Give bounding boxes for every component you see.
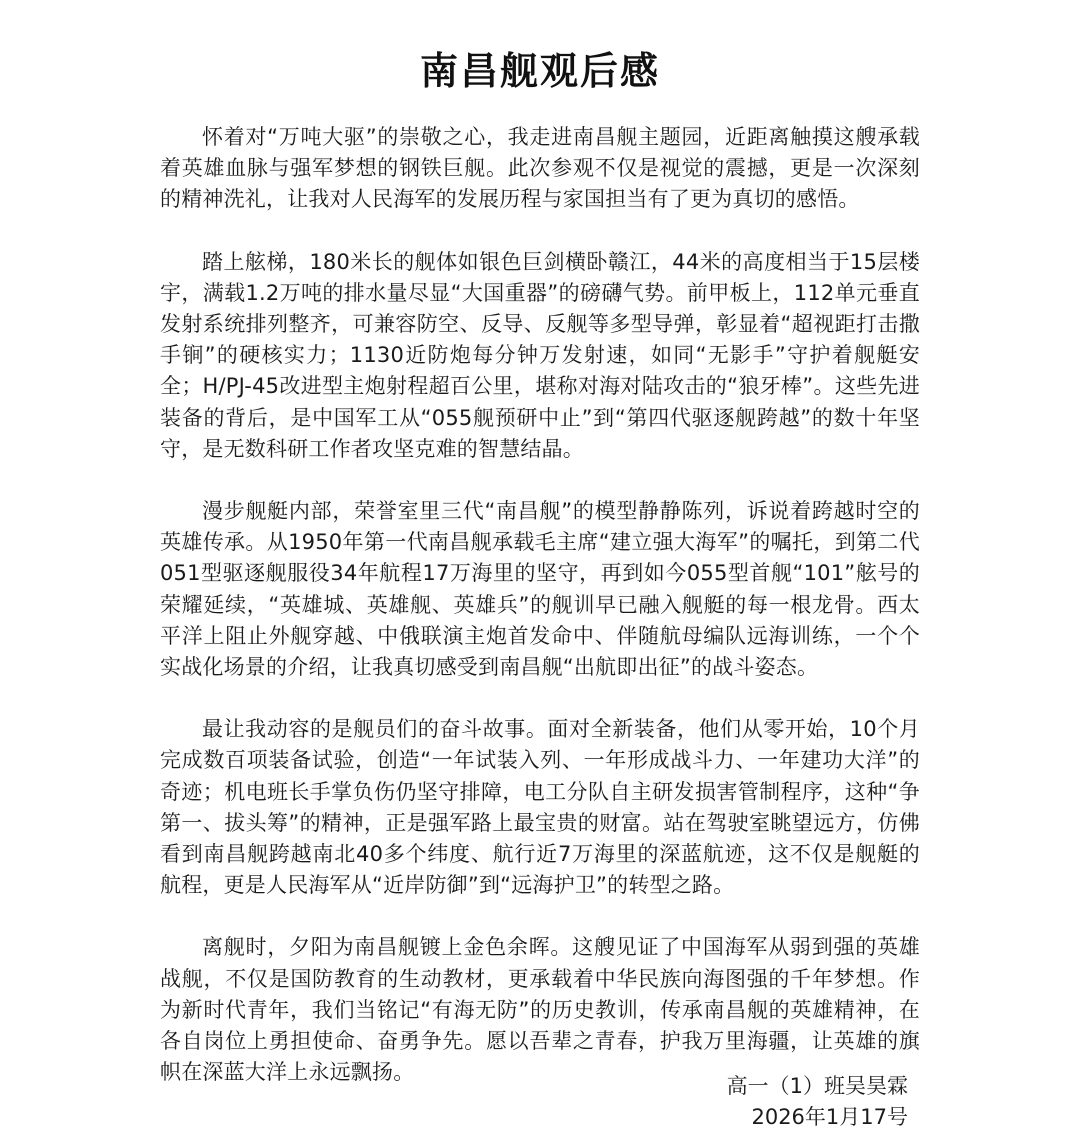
document-date: 2026年1月17号 — [751, 1105, 908, 1129]
paragraph-4: 最让我动容的是舰员们的奋斗故事。面对全新装备，他们从零开始，10个月完成数百项装备试验，创造“一年试装入列、一年形成战斗力、一年建功大洋”的奇迹；机电班长手掌负伤仍坚守排障，电工分队自主研发损害管制程序，这种“争第一、拔头筹”的精神，正是强军路上最宝贵的财富。站在驾驶室眺望远方，仿佛看到南昌舰跨越南北40多个纬度、航行近7万海里的深蓝航迹，这不仅是舰艇的航程，更是人民海军从“近岸防御”到“远海护卫”的转型之路。 — [160, 717, 920, 898]
paragraph-1: 怀着对“万吨大驱”的崇敬之心，我走进南昌舰主题园，近距离触摸这艘承载着英雄血脉与强军梦想的钢铁巨舰。此次参观不仅是视觉的震撼，更是一次深刻的精神洗礼，让我对人民海军的发展历程与家国担当有了更为真切的感悟。 — [160, 125, 920, 212]
signature-block — [727, 1071, 908, 1133]
document-body — [160, 122, 920, 1119]
paragraph-5: 离舰时，夕阳为南昌舰镀上金色余晖。这艘见证了中国海军从弱到强的英雄战舰，不仅是国防教育的生动教材，更承载着中华民族向海图强的千年梦想。作为新时代青年，我们当铭记“有海无防”的历史教训，传承南昌舰的英雄精神，在各自岗位上勇担使命、奋勇争先。愿以吾辈之青春，护我万里海疆，让英雄的旗帜在深蓝大洋上永远飘扬。 — [160, 935, 920, 1085]
author-name: 高一（1）班吴昊霖 — [726, 1074, 908, 1098]
document-title: 南昌舰观后感 — [419, 49, 660, 93]
paragraph-2: 踏上舷梯，180米长的舰体如银色巨剑横卧赣江，44米的高度相当于15层楼宇，满载1.2万吨的排水量尽显“大国重器”的磅礴气势。前甲板上，112单元垂直发射系统排列整齐，可兼容防空、反导、反舰等多型导弹，彰显着“超视距打击撒手锏”的硬核实力；1130近防炮每分钟万发射速，如同“无影手”守护着舰艇安全；H/PJ-45改进型主炮射程超百公里，堪称对海对陆攻击的“狼牙棒”。这些先进装备的背后，是中国军工从“055舰预研中止”到“第四代驱逐舰跨越”的数十年坚守，是无数科研工作者攻坚克难的智慧结晶。 — [160, 249, 920, 461]
paragraph-3: 漫步舰艇内部，荣誉室里三代“南昌舰”的模型静静陈列，诉说着跨越时空的英雄传承。从1950年第一代南昌舰承载毛主席“建立强大海军”的嘱托，到第二代051型驱逐舰服役34年航程17万海里的坚守，再到如今055型首舰“101”舷号的荣耀延续，“英雄城、英雄舰、英雄兵”的舰训早已融入舰艇的每一根龙骨。西太平洋上阻止外舰穿越、中俄联演主炮首发命中、伴随航母编队远海训练，一个个实战化场景的介绍，让我真切感受到南昌舰“出航即出征”的战斗姿态。 — [160, 499, 920, 680]
